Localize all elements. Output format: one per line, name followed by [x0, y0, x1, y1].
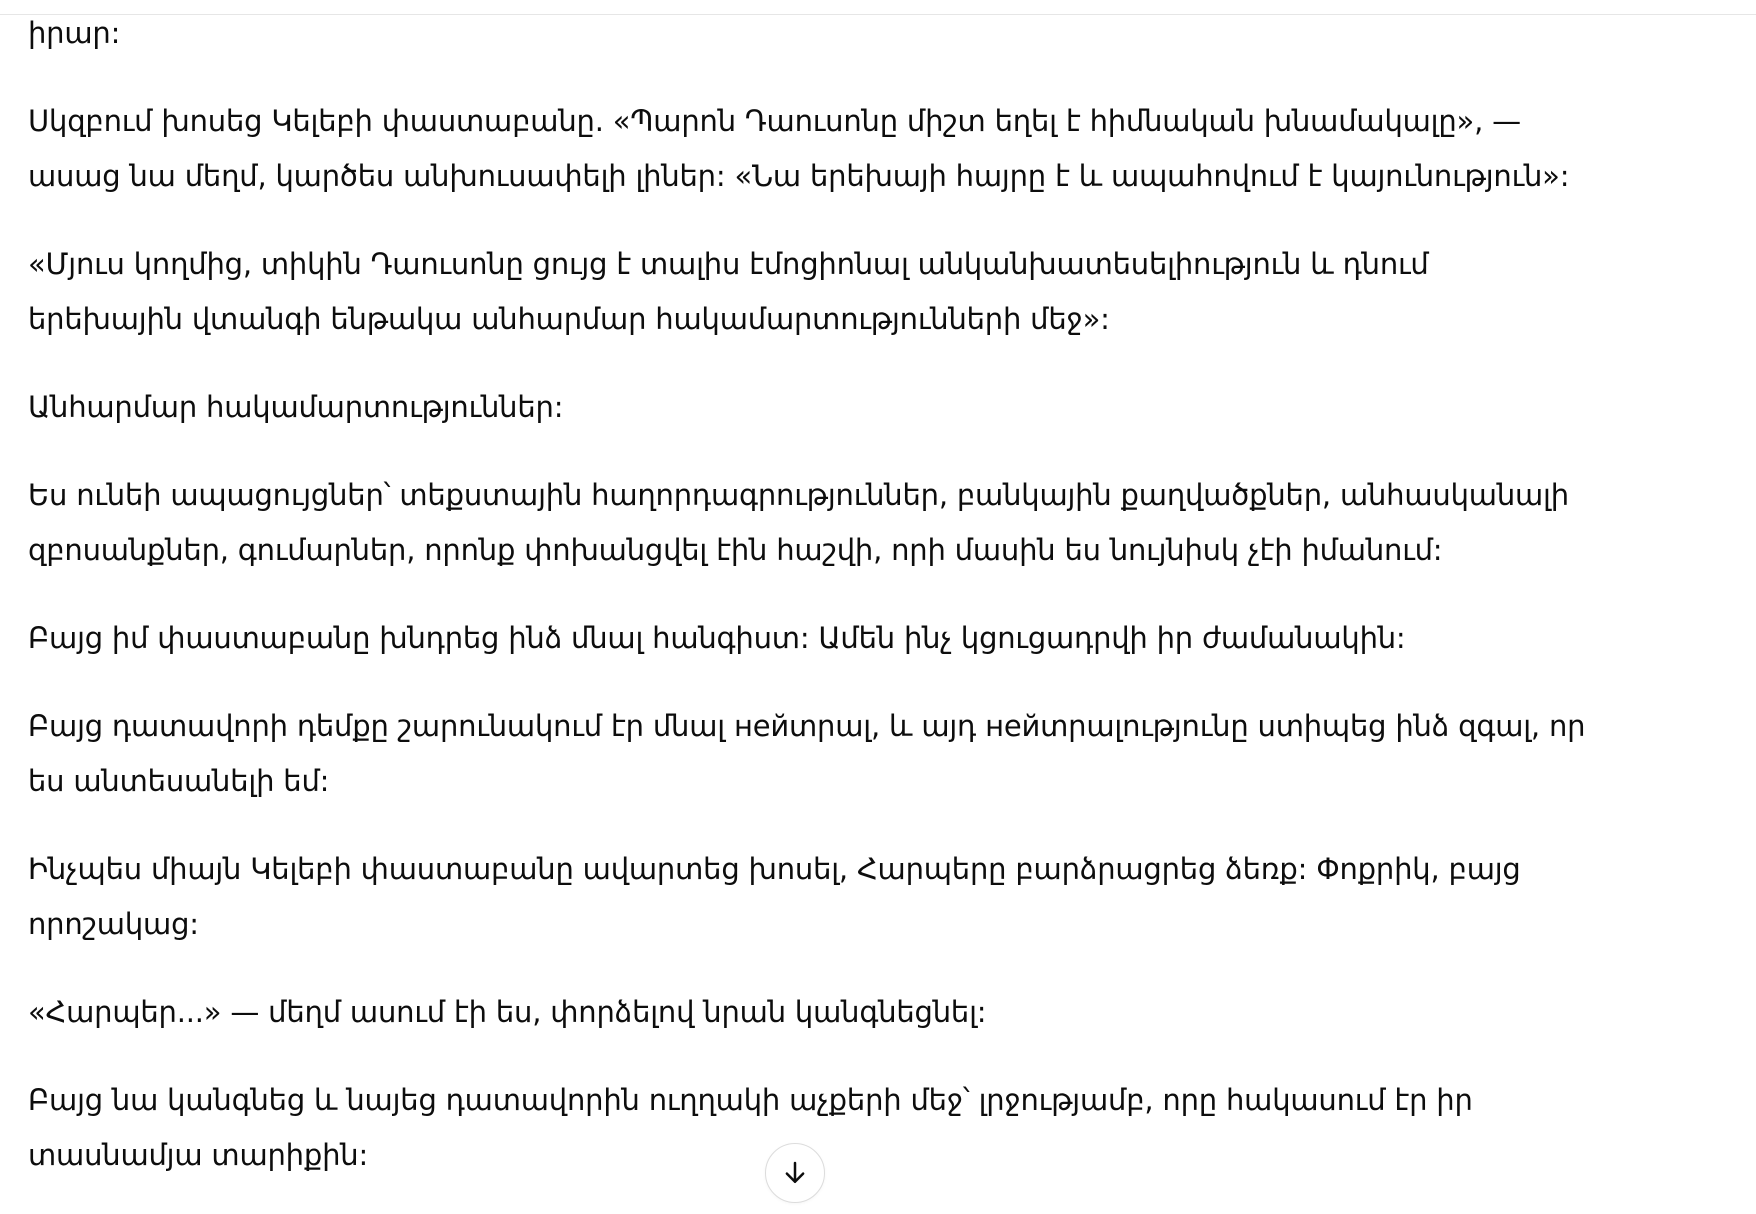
message-paragraph: Անհարմար հակամարտություններ:: [28, 390, 564, 424]
message-paragraph: Ինչպես միայն Կելեբի փաստաբանը ավարտեց խոսել, Հարպերը բարձրացրեց ձեռք: Փոքրիկ, բայց որոշակաց:: [28, 852, 1521, 941]
message-paragraph: Բայց դատավորի դեմքը շարունակում էր մնալ нейտրալ, և այդ нейտրալությունը ստիպեց ինձ զգալ, որ ես անտեսանելի եմ:: [28, 709, 1586, 798]
scroll-to-bottom-button[interactable]: [765, 1143, 825, 1203]
message-paragraph: Սկզբում խոսեց Կելեբի փաստաբանը. «Պարոն Դաուսոնը միշտ եղել է հիմնական խնամակալը», — ասաց նա մեղմ, կարծես անխուսափելի լիներ: «Նա երեխայի հայրը է և ապահովում է կայունություն»:: [28, 104, 1570, 193]
message-paragraph: Ես ունեի ապացույցներ՝ տեքստային հաղորդագրություններ, բանկային քաղվածքներ, անհասկանալի զբոսանքներ, գումարներ, որոնք փոխանցվել էին հաշվի, որի մասին ես նույնիսկ չէի իմանում:: [28, 478, 1569, 567]
message-paragraph: «Հարպեր...» — մեղմ ասում էի ես, փորձելով նրան կանգնեցնել:: [28, 995, 987, 1029]
message-paragraph: իրար:: [28, 16, 121, 50]
message-paragraph: Բայց նա կանգնեց և նայեց դատավորին ուղղակի աչքերի մեջ՝ լրջությամբ, որը հակասում էր իր տասնամյա տարիքին:: [28, 1083, 1473, 1172]
message-content: [28, 0, 1588, 1214]
message-paragraph: «Մյուս կողմից, տիկին Դաուսոնը ցույց է տալիս էմոցիոնալ անկանխատեսելիություն և դնում երեխային վտանգի ենթակա անհարմար հակամարտությունների մեջ»:: [28, 247, 1429, 336]
arrow-down-icon: [780, 1158, 810, 1188]
message-paragraph: Բայց իմ փաստաբանը խնդրեց ինձ մնալ հանգիստ: Ամեն ինչ կցուցադրվի իր ժամանակին:: [28, 621, 1406, 655]
